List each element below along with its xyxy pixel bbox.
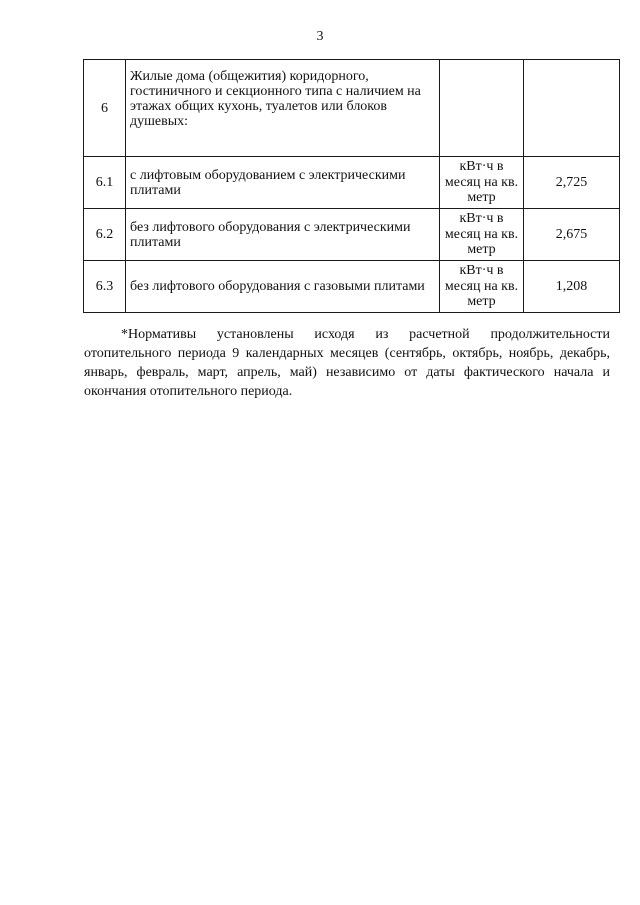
row-number: 6.3 xyxy=(84,261,126,313)
row-value-empty xyxy=(524,60,620,157)
footnote xyxy=(84,325,610,401)
row-description: без лифтового оборудования с газовыми плитами xyxy=(126,261,440,313)
table-row xyxy=(84,209,620,261)
row-value: 1,208 xyxy=(524,261,620,313)
row-unit-empty xyxy=(440,60,524,157)
row-description: Жилые дома (общежития) коридорного, гостиничного и секционного типа с наличием на этажах общих кухонь, туалетов или блоков душевых: xyxy=(126,60,440,157)
row-description: с лифтовым оборудованием с электрическими плитами xyxy=(126,157,440,209)
row-value: 2,725 xyxy=(524,157,620,209)
table-row xyxy=(84,261,620,313)
row-number: 6 xyxy=(84,60,126,157)
norms-table xyxy=(83,59,620,313)
row-unit: кВт·ч в месяц на кв. метр xyxy=(440,157,524,209)
row-number: 6.2 xyxy=(84,209,126,261)
footnote-first-line: *Нормативы установлены исходя из расчетной продолжительности xyxy=(121,327,610,342)
row-number: 6.1 xyxy=(84,157,126,209)
table-row xyxy=(84,157,620,209)
table-row-section-header xyxy=(84,60,620,157)
row-unit: кВт·ч в месяц на кв. метр xyxy=(440,209,524,261)
page-number: 3 xyxy=(316,29,324,44)
footnote-text: отопительного периода 9 календарных месяцев (сентябрь, октябрь, ноябрь, декабрь, январь, февраль, март, апрель, май) независимо от даты фактического начала и окончания отопительного периода. xyxy=(84,346,610,399)
row-unit: кВт·ч в месяц на кв. метр xyxy=(440,261,524,313)
row-description: без лифтового оборудования с электрическими плитами xyxy=(126,209,440,261)
row-value: 2,675 xyxy=(524,209,620,261)
